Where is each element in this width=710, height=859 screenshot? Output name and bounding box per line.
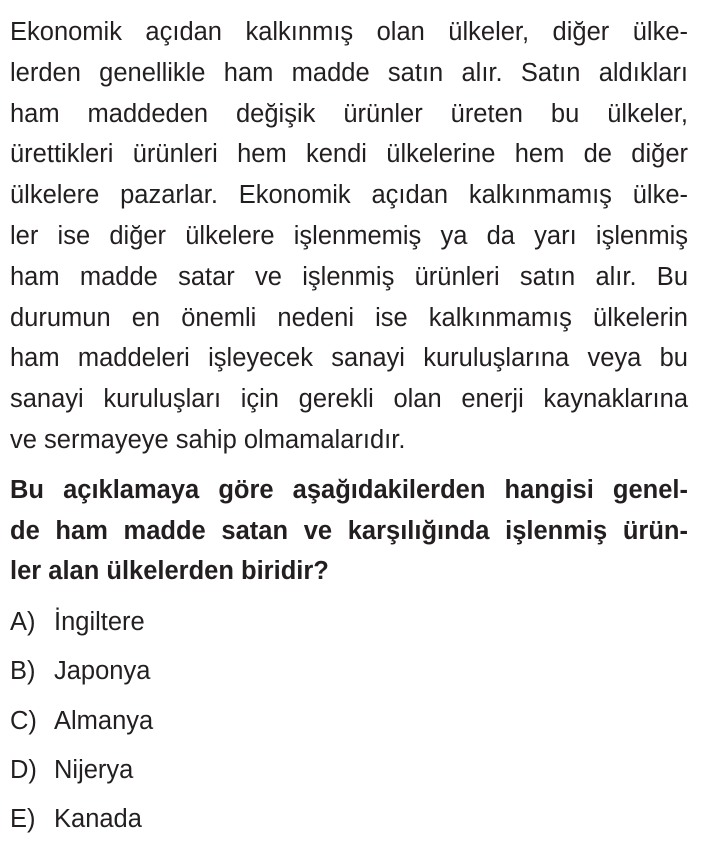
- question-line: ler alan ülkelerden biridir?: [10, 557, 329, 586]
- passage-line: Ekonomik açıdan kalkınmış olan ülkeler, diğer ülke-: [10, 18, 688, 46]
- passage-line: sanayi kuruluşları için gerekli olan enerji kaynaklarına: [10, 385, 688, 414]
- option-e[interactable]: [10, 795, 688, 844]
- passage-line: ham madde satar ve işlenmiş ürünleri satın alır. Bu: [10, 262, 688, 291]
- option-text: Nijerya: [54, 755, 134, 784]
- passage-line: ve sermayeye sahip olmamalarıdır.: [10, 425, 406, 454]
- option-text: İngiltere: [54, 608, 145, 637]
- question-line: de ham madde satan ve karşılığında işlenmiş ürün-: [10, 516, 688, 545]
- option-letter: C): [10, 706, 37, 735]
- passage-line: lerden genellikle ham madde satın alır. Satın aldıkları: [10, 58, 688, 87]
- passage-line: ham maddeden değişik ürünler üreten bu ülkeler,: [10, 99, 688, 128]
- question-stem: [10, 470, 688, 592]
- option-letter: A): [10, 608, 36, 637]
- option-letter: D): [10, 755, 37, 784]
- option-a[interactable]: [10, 598, 688, 647]
- option-letter: B): [10, 657, 36, 686]
- option-text: Kanada: [54, 805, 142, 833]
- option-d[interactable]: [10, 746, 688, 795]
- option-c[interactable]: [10, 697, 688, 746]
- answer-options: [10, 598, 688, 844]
- option-b[interactable]: [10, 647, 688, 696]
- passage-line: ülkelere pazarlar. Ekonomik açıdan kalkınmamış ülke-: [10, 181, 688, 210]
- passage-line: ler ise diğer ülkelere işlenmemiş ya da yarı işlenmiş: [10, 221, 688, 250]
- option-text: Almanya: [54, 706, 154, 735]
- question-line: Bu açıklamaya göre aşağıdakilerden hangisi genel-: [10, 475, 688, 504]
- option-text: Japonya: [54, 657, 151, 686]
- passage-line: durumun en önemli nedeni ise kalkınmamış ülkelerin: [10, 303, 688, 332]
- passage-text: [10, 12, 688, 461]
- passage-line: ham maddeleri işleyecek sanayi kuruluşlarına veya bu: [10, 344, 688, 373]
- passage-line: ürettikleri ürünleri hem kendi ülkelerine hem de diğer: [10, 140, 688, 169]
- option-letter: E): [10, 805, 36, 833]
